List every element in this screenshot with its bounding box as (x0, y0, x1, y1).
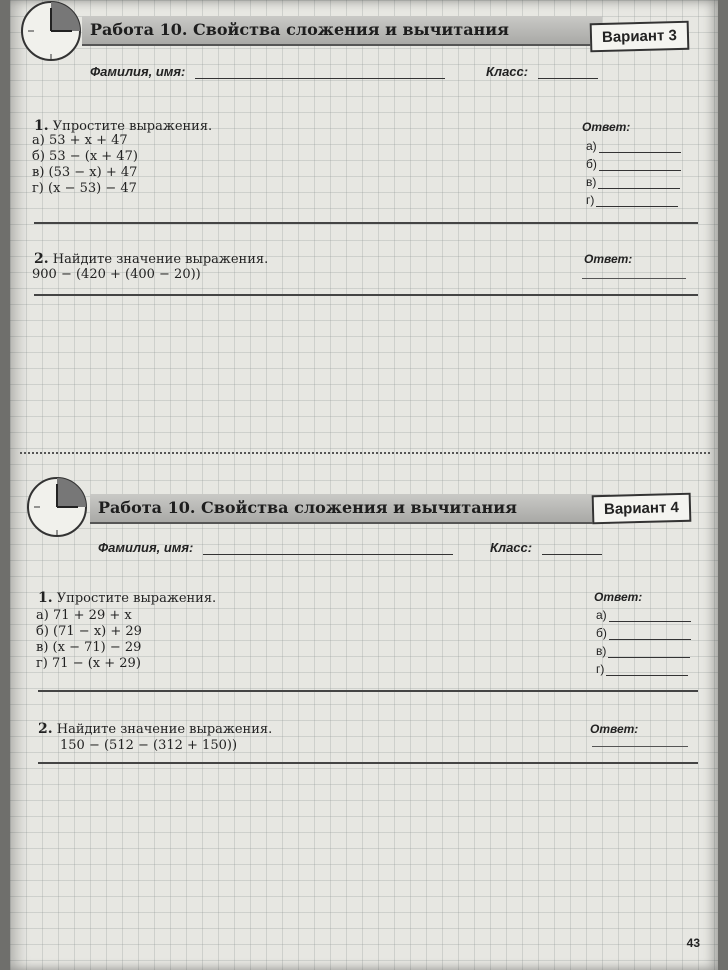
surname-field[interactable] (203, 542, 453, 555)
answer-line-a[interactable]: а) (596, 608, 691, 622)
class-field[interactable] (538, 66, 598, 79)
name-row (90, 64, 445, 79)
divider (34, 222, 698, 224)
worksheet-title: Работа 10. Свойства сложения и вычитания (98, 498, 517, 517)
answer-line-a[interactable]: а) (586, 139, 681, 153)
variant-4-section (10, 470, 718, 800)
answer-label: Ответ: (590, 722, 639, 736)
expression-a: а) 71 + 29 + x (36, 608, 132, 623)
surname-label: Фамилия, имя: (90, 64, 186, 79)
task-number: 1. (34, 118, 49, 134)
expression-d: г) 71 − (x + 29) (36, 656, 141, 671)
task-text: Упростите выражения. (56, 591, 217, 606)
task-number: 2. (38, 721, 53, 737)
task-1-heading (38, 590, 216, 606)
clock-icon (26, 476, 88, 538)
divider (38, 690, 698, 692)
divider (34, 294, 698, 296)
answer-line-d[interactable]: г) (586, 193, 678, 207)
task-2-answer-line[interactable] (592, 746, 688, 747)
task-number: 1. (38, 590, 53, 606)
answer-line-b[interactable]: б) (586, 157, 681, 171)
class-label: Класс: (486, 64, 529, 79)
clock-icon (20, 0, 82, 62)
name-row (98, 540, 453, 555)
expression-b: б) (71 − x) + 29 (36, 624, 142, 639)
variant-badge: Вариант 3 (590, 21, 690, 53)
task-2-heading (34, 251, 268, 267)
class-row (490, 540, 602, 555)
page-number: 43 (686, 936, 700, 950)
class-label: Класс: (490, 540, 533, 555)
cut-line (20, 452, 710, 454)
worksheet-title: Работа 10. Свойства сложения и вычитания (90, 20, 509, 39)
task-2-expression: 150 − (512 − (312 + 150)) (60, 738, 238, 753)
task-text: Найдите значение выражения. (52, 252, 269, 267)
surname-field[interactable] (195, 66, 445, 79)
task-2-heading (38, 721, 272, 737)
expression-b: б) 53 − (x + 47) (32, 149, 138, 164)
expression-a: а) 53 + x + 47 (32, 133, 128, 148)
answer-line-b[interactable]: б) (596, 626, 691, 640)
class-field[interactable] (542, 542, 602, 555)
answer-label: Ответ: (582, 120, 631, 134)
task-number: 2. (34, 251, 49, 267)
class-row (486, 64, 598, 79)
task-2-expression: 900 − (420 + (400 − 20)) (32, 267, 201, 282)
worksheet-page (10, 0, 718, 970)
divider (38, 762, 698, 764)
task-2-answer-line[interactable] (582, 278, 686, 279)
surname-label: Фамилия, имя: (98, 540, 194, 555)
expression-c: в) (53 − x) + 47 (32, 165, 138, 180)
answer-line-d[interactable]: г) (596, 662, 688, 676)
task-text: Упростите выражения. (52, 119, 213, 134)
expression-d: г) (x − 53) − 47 (32, 181, 137, 196)
answer-label: Ответ: (584, 252, 633, 266)
answer-line-c[interactable]: в) (586, 175, 680, 189)
task-text: Найдите значение выражения. (56, 722, 273, 737)
answer-label: Ответ: (594, 590, 643, 604)
task-1-heading (34, 118, 212, 134)
variant-3-section (10, 0, 718, 450)
expression-c: в) (x − 71) − 29 (36, 640, 142, 655)
answer-line-c[interactable]: в) (596, 644, 690, 658)
variant-badge: Вариант 4 (592, 493, 692, 525)
